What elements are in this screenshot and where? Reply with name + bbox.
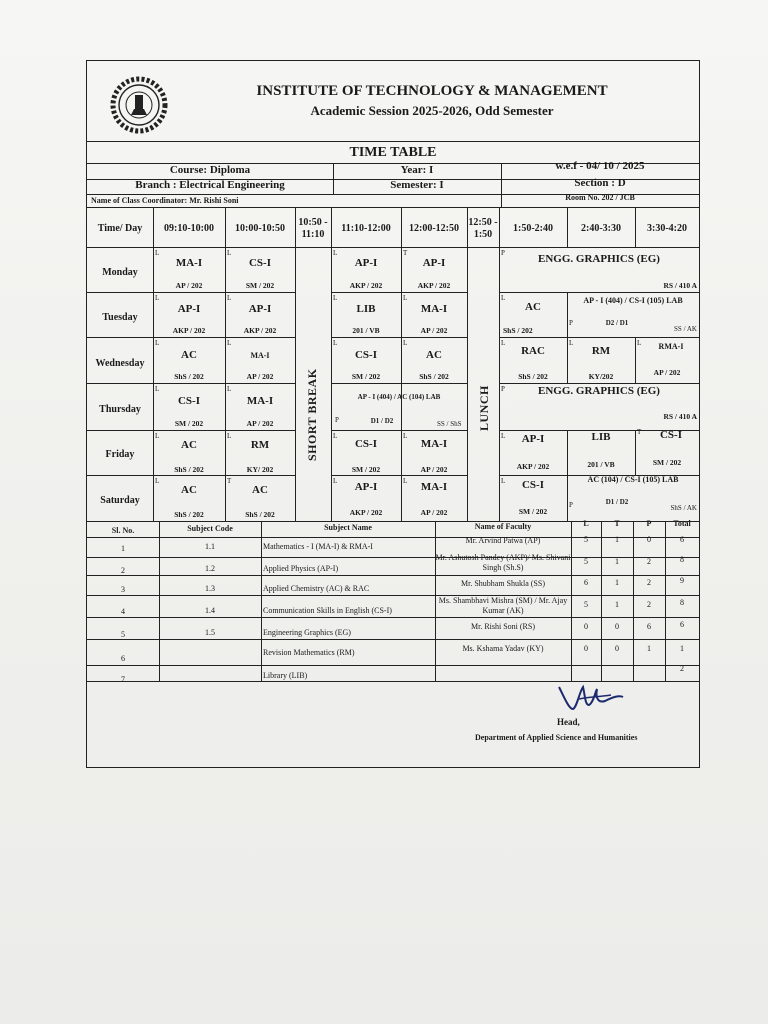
monday-s2-subject: CS-I xyxy=(248,257,271,269)
saturday-s2-type: T xyxy=(227,477,232,485)
saturday-lab-subject: AC (104) / CS-I (105) LAB xyxy=(587,475,679,484)
slot-3-header: 11:10-12:00 xyxy=(341,223,391,234)
table-cell: 5 xyxy=(121,630,125,639)
section-info: Section : D xyxy=(574,177,626,189)
tuesday-s5-subject: AC xyxy=(525,301,541,313)
table-cell: Engineering Graphics (EG) xyxy=(263,628,351,637)
day-saturday: Saturday xyxy=(100,495,140,506)
year-info: Year: I xyxy=(400,164,434,176)
wef-date: w.e.f - 04/ 10 / 2025 xyxy=(555,160,645,172)
saturday-s2-room: ShS / 202 xyxy=(245,510,275,519)
saturday-lab-faculty: ShS / AK xyxy=(670,504,697,512)
monday-s1-type: L xyxy=(155,249,160,257)
saturday-s1-subject: AC xyxy=(181,484,197,496)
table-cell: 0 xyxy=(615,644,619,653)
friday-s7-type: T xyxy=(637,428,642,436)
friday-s4-type: L xyxy=(403,432,408,440)
department-name: Department of Applied Science and Humanities xyxy=(475,733,638,742)
wednesday-s5-room: ShS / 202 xyxy=(518,372,548,381)
day-wednesday: Wednesday xyxy=(95,358,145,369)
tuesday-s3-type: L xyxy=(333,294,338,302)
wednesday-s7-room: AP / 202 xyxy=(653,368,681,377)
monday-afternoon-room: RS / 410 A xyxy=(663,281,697,290)
table-cell: 1.1 xyxy=(205,542,215,551)
monday-s3-type: L xyxy=(333,249,338,257)
wednesday-s2-room: AP / 202 xyxy=(246,372,274,381)
wednesday-s2-type: L xyxy=(227,339,232,347)
tuesday-s4-room: AP / 202 xyxy=(420,326,448,335)
tuesday-lab-faculty: SS / AK xyxy=(674,325,697,333)
monday-s4-subject: AP-I xyxy=(422,257,446,269)
table-cell: 1.5 xyxy=(205,628,215,637)
friday-s6-subject: LIB xyxy=(591,431,611,443)
wednesday-s5-subject: RAC xyxy=(521,345,545,357)
table-cell: 7 xyxy=(121,675,125,684)
thursday-s2-type: L xyxy=(227,385,232,393)
table-cell: Applied Physics (AP-I) xyxy=(263,564,339,573)
tuesday-s4-type: L xyxy=(403,294,408,302)
tuesday-s1-room: AKP / 202 xyxy=(172,326,206,335)
short-break-time-header: 10:50 - 11:10 xyxy=(298,217,328,240)
wednesday-s5-type: L xyxy=(501,339,506,347)
room-number: Room No. 202 / JCB xyxy=(565,193,635,202)
thursday-lab-subject: AP - I (404) / AC (104) LAB xyxy=(357,393,441,401)
saturday-lab-type: P xyxy=(569,501,573,509)
saturday-s3-type: L xyxy=(333,477,338,485)
thursday-lab-room: D1 / D2 xyxy=(370,417,394,425)
short-break-label: SHORT BREAK xyxy=(305,368,319,461)
table-cell: 2 xyxy=(121,566,125,575)
table-cell: 1 xyxy=(647,644,651,653)
table-cell: 1.3 xyxy=(205,584,215,593)
col-header-sl-no: Sl. No. xyxy=(111,526,135,535)
day-friday: Friday xyxy=(105,449,135,460)
thursday-s1-type: L xyxy=(155,385,160,393)
wednesday-s4-type: L xyxy=(403,339,408,347)
thursday-lab-type: P xyxy=(335,416,339,424)
saturday-s5-type: L xyxy=(501,477,506,485)
table-cell: 1.2 xyxy=(205,564,215,573)
tuesday-s5-type: L xyxy=(501,294,506,302)
friday-s2-subject: RM xyxy=(250,439,270,451)
time-day-header: Time/ Day xyxy=(97,223,143,234)
institute-name: INSTITUTE OF TECHNOLOGY & MANAGEMENT xyxy=(256,83,608,99)
table-cell: 1 xyxy=(615,600,619,609)
friday-s4-subject: MA-I xyxy=(420,438,448,450)
col-header-t: T xyxy=(614,519,620,528)
table-cell: Mr. Ashutosh Pandey (AKP)/ Ms. Shivani Singh (Sh.S) xyxy=(435,553,571,572)
friday-s6-room: 201 / VB xyxy=(587,460,615,469)
saturday-s2-subject: AC xyxy=(252,484,268,496)
divider xyxy=(87,141,699,142)
friday-s7-subject: CS-I xyxy=(659,429,682,441)
thursday-s2-room: AP / 202 xyxy=(246,419,274,428)
table-cell: Applied Chemistry (AC) & RAC xyxy=(263,584,370,593)
table-cell: 6 xyxy=(121,654,125,663)
monday-s2-room: SM / 202 xyxy=(245,281,275,290)
institute-logo xyxy=(109,75,169,135)
wednesday-s7-subject: RMA-I xyxy=(658,342,684,351)
thursday-s1-subject: CS-I xyxy=(177,395,200,407)
branch-info: Branch : Electrical Engineering xyxy=(135,179,285,191)
tuesday-s1-subject: AP-I xyxy=(177,303,201,315)
table-cell: 3 xyxy=(121,585,125,594)
wednesday-s6-room: KY/202 xyxy=(588,372,614,381)
col-header-faculty: Name of Faculty xyxy=(474,522,532,531)
lunch-label: LUNCH xyxy=(477,385,491,431)
semester-info: Semester: I xyxy=(390,179,444,191)
table-cell: Communication Skills in English (CS-I) xyxy=(263,606,392,615)
day-monday: Monday xyxy=(102,267,138,278)
table-cell: 8 xyxy=(680,555,684,564)
lunch-time-header: 12:50 - 1:50 xyxy=(468,217,498,240)
tuesday-lab-room: D2 / D1 xyxy=(605,319,629,327)
saturday-s4-type: L xyxy=(403,477,408,485)
saturday-s4-room: AP / 202 xyxy=(420,508,448,517)
divider xyxy=(87,207,699,208)
table-cell: 1 xyxy=(615,557,619,566)
table-cell: 9 xyxy=(680,576,684,585)
monday-s2-type: L xyxy=(227,249,232,257)
thursday-lab-faculty: SS / ShS xyxy=(437,420,462,428)
thursday-s1-room: SM / 202 xyxy=(174,419,204,428)
table-cell: Revision Mathematics (RM) xyxy=(263,648,355,657)
slot-6-header: 2:40-3:30 xyxy=(581,223,621,234)
tuesday-s2-type: L xyxy=(227,294,232,302)
table-cell: 0 xyxy=(647,535,651,544)
tuesday-s4-subject: MA-I xyxy=(420,303,448,315)
table-cell: 0 xyxy=(584,622,588,631)
thursday-afternoon-subject: ENGG. GRAPHICS (EG) xyxy=(538,385,660,397)
table-cell: 0 xyxy=(615,622,619,631)
thursday-afternoon-room: RS / 410 A xyxy=(663,412,697,421)
timetable-title: TIME TABLE xyxy=(349,145,437,160)
wednesday-s1-type: L xyxy=(155,339,160,347)
monday-s4-room: AKP / 202 xyxy=(417,281,451,290)
friday-s3-subject: CS-I xyxy=(354,438,377,450)
table-cell: 0 xyxy=(584,644,588,653)
friday-s3-type: L xyxy=(333,432,338,440)
table-cell: 6 xyxy=(584,578,588,587)
tuesday-s3-room: 201 / VB xyxy=(352,326,380,335)
academic-session: Academic Session 2025-2026, Odd Semester xyxy=(310,103,554,118)
friday-s2-type: L xyxy=(227,432,232,440)
wednesday-s4-subject: AC xyxy=(426,349,442,361)
timetable-sheet xyxy=(86,60,700,768)
table-cell: Mr. Arvind Patwa (AP) xyxy=(465,536,541,545)
friday-s3-room: SM / 202 xyxy=(351,465,381,474)
tuesday-s1-type: L xyxy=(155,294,160,302)
table-cell: Ms. Shambhavi Mishra (SM) / Mr. Ajay Kumar (AK) xyxy=(438,596,568,615)
tuesday-s2-subject: AP-I xyxy=(248,303,272,315)
wednesday-s6-subject: RM xyxy=(591,345,611,357)
table-cell: 6 xyxy=(647,622,651,631)
friday-s1-room: ShS / 202 xyxy=(174,465,204,474)
wednesday-s1-room: ShS / 202 xyxy=(174,372,204,381)
saturday-s5-room: SM / 202 xyxy=(518,507,548,516)
monday-s4-type: T xyxy=(403,249,408,257)
monday-afternoon-type: P xyxy=(501,249,505,257)
col-header-subject-code: Subject Code xyxy=(187,524,233,533)
table-cell: Ms. Kshama Yadav (KY) xyxy=(462,644,544,653)
tuesday-lab-subject: AP - I (404) / CS-I (105) LAB xyxy=(583,296,683,305)
day-tuesday: Tuesday xyxy=(102,312,138,323)
tuesday-lab-type: P xyxy=(569,319,573,327)
table-cell: Mr. Rishi Soni (RS) xyxy=(470,622,535,631)
thursday-s2-subject: MA-I xyxy=(246,395,274,407)
table-cell: 6 xyxy=(680,620,684,629)
monday-afternoon-subject: ENGG. GRAPHICS (EG) xyxy=(538,253,660,265)
friday-s5-subject: AP-I xyxy=(521,433,545,445)
day-thursday: Thursday xyxy=(99,404,141,415)
monday-s3-room: AKP / 202 xyxy=(349,281,383,290)
table-cell: 2 xyxy=(647,557,651,566)
table-cell: 1 xyxy=(680,644,684,653)
table-cell: 2 xyxy=(680,664,684,673)
col-header-l: L xyxy=(583,519,589,528)
slot-4-header: 12:00-12:50 xyxy=(409,223,459,234)
table-cell: Mr. Shubham Shukla (SS) xyxy=(460,579,545,588)
saturday-s3-room: AKP / 202 xyxy=(349,508,383,517)
saturday-s5-subject: CS-I xyxy=(521,479,544,491)
table-cell: 1 xyxy=(615,578,619,587)
wednesday-s3-type: L xyxy=(333,339,338,347)
saturday-s1-type: L xyxy=(155,477,160,485)
tuesday-s5-room: ShS / 202 xyxy=(503,326,533,335)
monday-s1-subject: MA-I xyxy=(175,257,203,269)
table-cell: 6 xyxy=(680,535,684,544)
table-cell: 1.4 xyxy=(205,606,215,615)
friday-s4-room: AP / 202 xyxy=(420,465,448,474)
table-cell: 5 xyxy=(584,557,588,566)
class-coordinator: Name of Class Coordinator: Mr. Rishi Soni xyxy=(91,196,239,205)
table-cell: Library (LIB) xyxy=(263,671,308,680)
saturday-lab-room: D1 / D2 xyxy=(605,498,629,506)
friday-s1-type: L xyxy=(155,432,160,440)
friday-s5-room: AKP / 202 xyxy=(516,462,550,471)
col-header-total: Total xyxy=(673,519,691,528)
table-cell: 4 xyxy=(121,607,125,616)
friday-s7-room: SM / 202 xyxy=(652,458,682,467)
saturday-s3-subject: AP-I xyxy=(354,481,378,493)
head-title: Head, xyxy=(557,717,580,727)
wednesday-s7-type: L xyxy=(637,339,642,347)
friday-s5-type: L xyxy=(501,432,506,440)
table-cell: 5 xyxy=(584,535,588,544)
course-info: Course: Diploma xyxy=(169,164,251,176)
wednesday-s1-subject: AC xyxy=(181,349,197,361)
saturday-s4-subject: MA-I xyxy=(420,481,448,493)
friday-s2-room: KY/ 202 xyxy=(246,465,274,474)
monday-s1-room: AP / 202 xyxy=(175,281,203,290)
tuesday-s2-room: AKP / 202 xyxy=(243,326,277,335)
col-header-subject-name: Subject Name xyxy=(324,523,372,532)
table-cell: Mathematics - I (MA-I) & RMA-I xyxy=(263,542,373,551)
slot-1-header: 09:10-10:00 xyxy=(164,223,214,234)
slot-7-header: 3:30-4:20 xyxy=(647,223,687,234)
thursday-afternoon-type: P xyxy=(501,385,505,393)
table-cell: 2 xyxy=(647,578,651,587)
tuesday-s3-subject: LIB xyxy=(356,303,376,315)
head-signature xyxy=(555,679,625,719)
wednesday-s2-subject: MA-I xyxy=(250,351,270,360)
table-cell: 5 xyxy=(584,600,588,609)
slot-5-header: 1:50-2:40 xyxy=(513,223,553,234)
wednesday-s4-room: ShS / 202 xyxy=(419,372,449,381)
slot-2-header: 10:00-10:50 xyxy=(235,223,285,234)
wednesday-s3-subject: CS-I xyxy=(354,349,377,361)
wednesday-s3-room: SM / 202 xyxy=(351,372,381,381)
saturday-s1-room: ShS / 202 xyxy=(174,510,204,519)
col-header-p: P xyxy=(646,519,652,528)
table-cell: 8 xyxy=(680,598,684,607)
monday-s3-subject: AP-I xyxy=(354,257,378,269)
table-cell: 1 xyxy=(615,535,619,544)
table-cell: 2 xyxy=(647,600,651,609)
friday-s1-subject: AC xyxy=(181,439,197,451)
table-cell: 1 xyxy=(121,544,125,553)
wednesday-s6-type: L xyxy=(569,339,574,347)
